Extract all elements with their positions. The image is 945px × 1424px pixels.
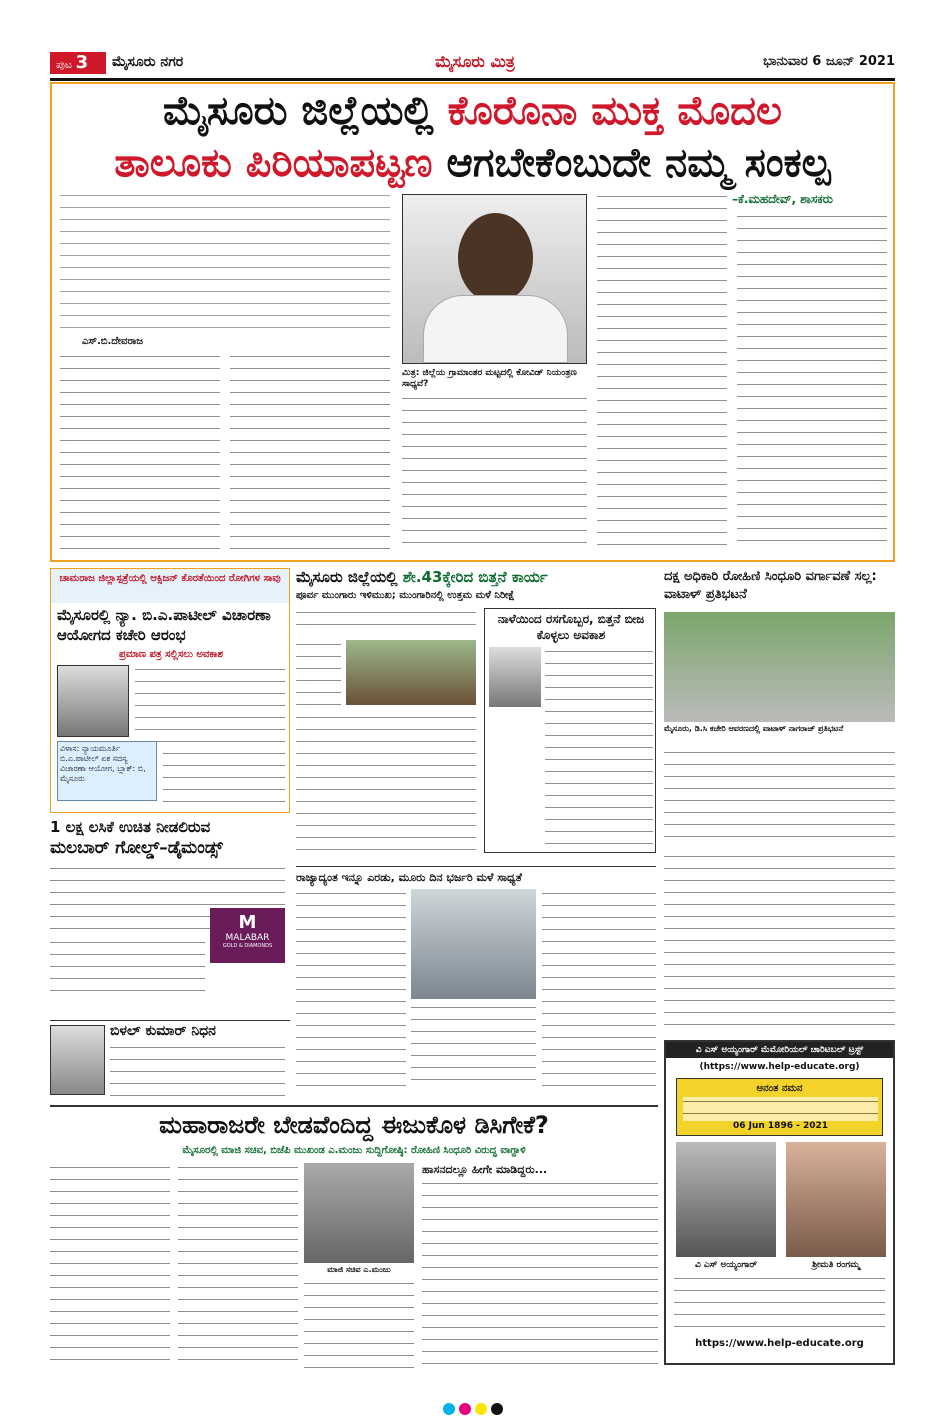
patil-text-2 xyxy=(163,749,285,807)
trust-ad xyxy=(664,1040,895,1365)
malabar-story xyxy=(50,818,290,1018)
obituary-headline: ಬಿಳಲ್‌ ಕುಮಾರ್ ನಿಧನ xyxy=(110,1023,216,1039)
portrait-face xyxy=(458,213,533,303)
ayyangar-photo xyxy=(676,1142,776,1257)
fertilizer-headline: ನಾಳೆಯಿಂದ ರಸಗೊಬ್ಬರ, ಬಿತ್ತನೆ ಬೀಜ ಕೊಳ್ಳಲು ಅವಕಾಶ xyxy=(497,612,645,642)
official-photo xyxy=(489,647,541,707)
byline-quote: –ಕೆ.ಮಹದೇವ್, ಶಾಸಕರು xyxy=(732,192,833,206)
bottom-col-3 xyxy=(304,1279,414,1369)
trust-tribute-box xyxy=(676,1078,883,1136)
mla-portrait-photo xyxy=(402,194,587,364)
lead-headline-line1: ಮೈಸೂರು ಜಿಲ್ಲೆಯಲ್ಲಿ ಕೊರೊನಾ ಮುಕ್ತ ಮೊದಲ xyxy=(163,88,782,134)
trust-dates: 06 Jun 1896 - 2021 xyxy=(732,1121,829,1131)
section-label: ಮೈಸೂರು ನಗರ xyxy=(112,54,184,70)
patil-info-box: ವಿಳಾಸ: ನ್ಯಾಯಮೂರ್ತಿ ಬಿ.ಎ.ಪಾಟೀಲ್ ಏಕ ಸದಸ್ಯ ವಿಚಾರಣಾ ಆಯೋಗ, ಬ್ಲಾಕ್: ಬಿ, ಮೈಸೂರು xyxy=(57,741,157,801)
malabar-headline-2: ಮಲಬಾರ್ ಗೋಲ್ಡ್–ಡೈಮಂಡ್ಸ್ xyxy=(50,838,223,858)
page-number: 3 xyxy=(75,52,89,73)
name-left: ವಿ ಎಸ್ ಅಯ್ಯಂಗಾರ್ xyxy=(694,1260,758,1270)
malabar-text-2 xyxy=(50,938,205,998)
fertilizer-box xyxy=(484,608,656,853)
bottom-story xyxy=(50,1105,658,1370)
fertilizer-text xyxy=(545,647,653,847)
lead-col-3 xyxy=(402,394,587,554)
malabar-logo-sub: GOLD & DIAMONDS xyxy=(222,943,273,949)
sowing-text-2 xyxy=(296,640,341,710)
manju-caption: ಮಾಜಿ ಸಚಿವ ಎ.ಮಂಜು xyxy=(327,1265,391,1274)
bottom-col-1 xyxy=(50,1163,170,1368)
date-label: ಭಾನುವಾರ 6 ಜೂನ್ 2021 xyxy=(763,54,895,69)
lead-intro-text xyxy=(60,192,390,332)
rain-text-1 xyxy=(296,889,406,1089)
portrait-shirt xyxy=(423,295,568,363)
manju-photo xyxy=(304,1163,414,1263)
name-right: ಶ್ರೀಮತಿ ರಂಗಮ್ಮ xyxy=(812,1260,860,1270)
lead-col-1 xyxy=(60,352,220,552)
patil-subhead: ಪ್ರಮಾಣ ಪತ್ರ ಸಲ್ಲಿಸಲು ಅವಕಾಶ xyxy=(119,649,223,660)
bottom-headline: ಮಹಾರಾಜರೇ ಬೇಡವೆಂದಿದ್ದ ಈಜುಕೊಳ ಡಿಸಿಗೇಕೆ? xyxy=(159,1111,549,1139)
malabar-logo-text: MALABAR xyxy=(225,933,270,943)
masthead xyxy=(50,48,895,78)
reporter-byline: ಎಸ್.ಬಿ.ದೇವರಾಜ xyxy=(82,336,143,347)
bottom-subhead: ಮೈಸೂರಲ್ಲಿ ಮಾಜಿ ಸಚಿವ, ಬಿಜೆಪಿ ಮುಖಂಡ ಎ.ಮಂಜು ಸುದ್ದಿಗೋಷ್ಠಿ: ರೋಹಿಣಿ ಸಿಂಧೂರಿ ವಿರುದ್ಧ ವಾಗ್ದಾಳಿ xyxy=(182,1145,526,1156)
malabar-logo-m: M xyxy=(238,912,257,933)
rohini-text xyxy=(664,748,895,848)
page-label: ಪುಟ xyxy=(56,58,73,71)
protest-photo xyxy=(664,612,895,722)
rain-story xyxy=(296,866,656,1098)
patil-story xyxy=(50,568,290,813)
malabar-logo xyxy=(210,908,285,963)
rangamma-photo xyxy=(786,1142,886,1257)
photo-caption: ಮಿತ್ರ: ಜಿಲ್ಲೆಯ ಗ್ರಾಮಾಂತರ ಮಟ್ಟದಲ್ಲಿ ಕೋವಿಡ್ ನಿಯಂತ್ರಣ ಸಾಧ್ಯವೆ? xyxy=(402,368,577,389)
trust-url: (https://www.help-educate.org) xyxy=(699,1062,860,1072)
lead-story xyxy=(50,82,895,562)
lead-headline-line2: ತಾಲೂಕು ಪಿರಿಯಾಪಟ್ಟಣ ಆಗಬೇಕೆಂಬುದೇ ನಮ್ಮ ಸಂಕಲ್ಪ xyxy=(114,140,831,186)
lead-col-5 xyxy=(737,212,887,552)
trust-tribute-label: ಅನಂತ ನಮನ xyxy=(756,1083,803,1094)
ploughing-photo xyxy=(346,640,476,705)
kicker-bar: ಚಾಮರಾಜ ಜಿಲ್ಲಾಸ್ಪತ್ರೆಯಲ್ಲಿ ಆಕ್ಸಿಜನ್ ಕೊರತೆಯಿಂದ ರೋಗಿಗಳ ಸಾವು xyxy=(51,569,289,603)
rain-text-2 xyxy=(411,1003,536,1089)
masthead-rule xyxy=(50,78,895,81)
sowing-headline: ಮೈಸೂರು ಜಿಲ್ಲೆಯಲ್ಲಿ ಶೇ.43ಕ್ಕೇರಿದ ಬಿತ್ತನೆ ಕಾರ್ಯ xyxy=(296,568,548,586)
lead-col-2 xyxy=(230,352,390,552)
trust-url-bottom: https://www.help-educate.org xyxy=(695,1338,864,1349)
trust-body xyxy=(674,1274,885,1334)
obituary-story xyxy=(50,1020,290,1102)
page-number-badge xyxy=(50,52,106,74)
trust-title: ವಿ ಎಸ್ ಅಯ್ಯಂಗಾರ್ ಮೆಮೋರಿಯಲ್ ಚಾರಿಟಬಲ್ ಟ್ರಸ್ಟ್ xyxy=(666,1042,893,1058)
obituary-text xyxy=(110,1043,285,1099)
judge-photo xyxy=(57,665,129,737)
malabar-headline-1: 1 ಲಕ್ಷ ಲಸಿಕೆ ಉಚಿತ ನೀಡಲಿರುವ xyxy=(50,818,211,836)
rohini-text-2 xyxy=(664,852,895,1032)
bottom-side-head: ಹಾಸನದಲ್ಲೂ ಹೀಗೇ ಮಾಡಿದ್ದರು... xyxy=(422,1163,548,1176)
sowing-text-3 xyxy=(296,713,476,853)
sowing-text-1 xyxy=(296,608,476,636)
rain-text-3 xyxy=(542,889,656,1089)
rain-photo xyxy=(411,889,536,999)
sowing-story xyxy=(296,568,656,858)
rohini-headline: ದಕ್ಷ ಅಧಿಕಾರಿ ರೋಹಿಣಿ ಸಿಂಧೂರಿ ವರ್ಗಾವಣೆ ಸಲ್ಲ: ವಾಟಾಳ್ ಪ್ರತಿಭಟನೆ xyxy=(664,569,877,602)
lead-col-4 xyxy=(597,192,727,552)
rain-headline: ರಾಜ್ಯಾದ್ಯಂತ ಇನ್ನೂ ಎರಡು, ಮೂರು ದಿನ ಭರ್ಜರಿ ಮಳೆ ಸಾಧ್ಯತೆ xyxy=(296,871,522,884)
rohini-story xyxy=(664,568,895,848)
trust-tribute-text xyxy=(683,1097,878,1121)
patil-text-1 xyxy=(135,665,285,745)
bottom-col-4 xyxy=(422,1179,658,1369)
registration-marks xyxy=(50,1400,895,1414)
paper-name: ಮೈಸೂರು ಮಿತ್ರ xyxy=(435,52,515,71)
protest-caption: ಮೈಸೂರು, ಡಿ.ಸಿ ಕಚೇರಿ ಆವರಣದಲ್ಲಿ ವಾಟಾಳ್ ನಾಗರಾಜ್ ಪ್ರತಿಭಟನೆ xyxy=(664,724,844,733)
patil-headline: ಮೈಸೂರಲ್ಲಿ ನ್ಯಾ. ಬಿ.ಎ.ಪಾಟೀಲ್ ವಿಚಾರಣಾ ಆಯೋಗದ ಕಚೇರಿ ಆರಂಭ xyxy=(57,606,271,644)
bottom-col-2 xyxy=(178,1163,298,1368)
obituary-photo xyxy=(50,1025,105,1095)
sowing-subhead: ಪೂರ್ವ ಮುಂಗಾರು ಇಳಿಮುಖ; ಮುಂಗಾರಿನಲ್ಲಿ ಉತ್ತಮ ಮಳೆ ನಿರೀಕ್ಷೆ xyxy=(296,590,515,601)
